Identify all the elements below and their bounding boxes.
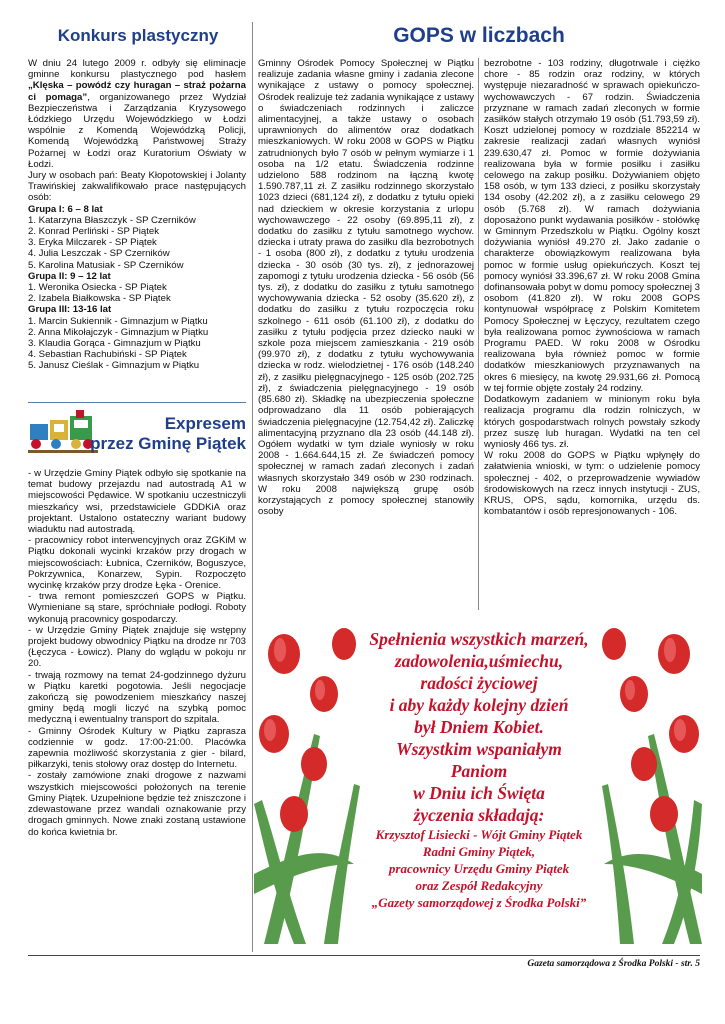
- column-divider-right: [478, 58, 479, 610]
- wish-line: Wszystkim wspaniałym: [396, 739, 562, 759]
- gops-column-right: [484, 58, 700, 517]
- section-divider: [28, 402, 246, 403]
- express-article: [28, 468, 246, 838]
- gops-body-middle: Gminny Ośrodek Pomocy Społecznej w Piątku realizuje zadania własne gminy i zadania zlecone wynikające z ustawy o pomocy społecznej. Ośrodek realizuje też zadania wynikające z ustawy o świadczeniach rodzinnych i zaliczce alimentacyjnej, a także ustawy o osobach uprawnionych do alimentów oraz dodatkach mieszkaniowych. W roku 2008 w GOPS w Piątku zatrudnionych było 7 osób w pełnym wymiarze i 1 osoba na 1/2 etatu. Świadczenia rodzinne udzielono 588 rodzinom na łączną kwotę 1.590.787,11 zł. Z zasiłku rodzinnego skorzystało 1023 dzieci (681,124 zł), z dodatku z tytułu opieki nad dzieckiem w okresie korzystania z urlopu wychowawczego - 22 osoby (69.895,11 zł), z dodatku do zasiłku z tytułu samotnego wychow. dziecka i utraty prawa do zasiłku dla bezrobotnych - 1 osoba (800 zł), z dodatku z tytułu urodzenia dziecka - 30 osób (30 tys. zł), z jednorazowej zapomogi z tytułu urodzenia dziecka - 56 osób (56 tys. zł), z dodatku do zasiłku z tytułu samotnego wychowywania dziecka - 52 osoby (35.620 zł), z dodatku do zasiłku z tytułu rozpoczęcia roku szkolnego - 611 osób (61.100 zł), z dodatku do zasiłku z tytułu podjęcia przez dziecko nauki w szkole poza miejscem zamieszkania - 219 osób (99.970 zł), z dodatku z tytułu wychowywania dziecka w rodz. wielodzietnej - 176 osób (148.240 zł), z zasiłku pielęgnacyjnego - 125 osób (202.725 zł), z świadczenia pielęgnacyjnego - 19 osób (85.680 zł). Składkę na ubezpieczenia społeczne odprowadzano dla 11 osób pobierających świadczenia pielęgnacyjne (12.754,42 zł). Zaliczkę alimentacyjną przyznano dla 23 osób (44.148 zł). Ogółem wydatki w tym dziale wyniosły w roku 2008 - 1.664.644,15 zł. Ze świadczeń pomocy społecznej w ramach zadań zleconych i zadań własnych skorzystało 349 osób w 230 rodzinach. W roku 2008 największą grupę osób korzystających z pomocy społecznej stanowiły osoby: [258, 58, 474, 518]
- group-label: Grupa I: 6 – 8 lat: [28, 203, 103, 215]
- wish-line: Paniom: [450, 761, 508, 781]
- wish-line: Spełnienia wszystkich marzeń,: [369, 629, 589, 649]
- wish-line: życzenia składają:: [413, 805, 545, 825]
- gops-body-right-3: W roku 2008 do GOPS w Piątku wpłynęły do załatwienia wnioski, w tym: o udzielenie pomocy społecznej - 402, o przeprowadzenie wywiadów środowiskowych na rzecz innych instytucji - ZUS, KRUS, OPS, sądu, komornika, urzędu ds. kombatantów i osób represjonowanych - 106.: [484, 450, 700, 518]
- winner-entry: 2. Konrad Perliński - SP Piątek: [28, 226, 160, 238]
- konkurs-groups: [28, 204, 246, 372]
- konkurs-title: Konkurs plastyczny: [57, 26, 219, 45]
- womens-day-wishes: [254, 614, 702, 944]
- express-title: [62, 414, 246, 454]
- winner-entry: 2. Anna Mikołajczyk - Gimnazjum w Piątku: [28, 326, 209, 338]
- express-title-line1: Expresem: [164, 414, 246, 433]
- konkurs-slogan: „Klęska – powódź czy huragan – straż pożarna ci pomaga”: [28, 80, 246, 103]
- konkurs-intro: [28, 58, 246, 170]
- express-title-line2: przez Gminę Piątek: [90, 434, 246, 453]
- gops-title: GOPS w liczbach: [393, 24, 565, 47]
- express-item: - pracownicy robot interwencyjnych oraz ZGKiM w Piątku dokonali wycinki krzaków przy drogach w miejscowościach: Łubnica, Czerników, Boguszyce, Pokrzywnica, Konarzew, Sypin. Rozpoczęto wycinkę krzaków przy drodze Łęka - Orenice.: [28, 535, 246, 592]
- konkurs-intro-part1: W dniu 24 lutego 2009 r. odbyły się eliminacje gminne konkursu plastycznego pod hasłem: [28, 58, 246, 81]
- winner-entry: 1. Marcin Sukiennik - Gimnazjum w Piątku: [28, 315, 208, 327]
- express-item: - zostały zamówione znaki drogowe z nazwami wszystkich miejscowości położonych na terenie Gminy Piątek. Uzupełnione będzie też zniszczone i zdewastowane przez wandali oznakowanie przy drogach gminnych. Nowe znaki zostaną ustawione do końca kwietnia br.: [28, 770, 246, 838]
- signature-line: Krzysztof Lisiecki - Wójt Gminy Piątek: [375, 827, 583, 842]
- winner-entry: 4. Sebastian Rachubiński - SP Piątek: [28, 349, 187, 361]
- express-item: - Gminny Ośrodek Kultury w Piątku zaprasza codziennie w godz. 17:00-21:00. Placówka zapewnia możliwość skorzystania z gier - bilard, piłkarzyki, tenis stołowy oraz dostęp do Internetu.: [28, 725, 246, 771]
- gops-column-middle: [258, 58, 474, 517]
- winner-entry: 3. Klaudia Gorąca - Gimnazjum w Piątku: [28, 338, 201, 350]
- express-item: - trwają rozmowy na temat 24-godzinnego dyżuru w Piątku karetki pogotowia. Jeśli negocjacje zakończą się powodzeniem mieszkańcy naszej gminy będą mogli liczyć na szybką pomoc medyczną i ewentualny transport do szpitala.: [28, 669, 246, 726]
- signature-line: Radni Gminy Piątek,: [422, 844, 536, 859]
- group-label: Grupa III: 13-16 lat: [28, 304, 112, 316]
- gops-body-right-2: Dodatkowym zadaniem w minionym roku była realizacja programu dla rodzin rolniczych, w których gospodarstwach rolnych powstały szkody przez suszę lub huragan. Wydatki na ten cel wyniosły 466 tys. zł.: [484, 394, 700, 450]
- gops-body-right-1: bezrobotne - 103 rodziny, długotrwale i ciężko chore - 85 rodzin oraz rodziny, w których występuje niezaradność w sprawach opiekuńczo-wychowawczych - 67 rodzin. Świadczenia przyznane w ramach zadań zleconych w formie zasiłków stałych otrzymało 19 osób (51.793,59 zł). Koszt udzielonej pomocy w rozdziale 852214 w zakresie realizacji zadań własnych wyniósł 239.630,47 zł. Pomoc w formie dożywiania realizowana była w formie posiłku i zasiłku celowego na zakup posiłku. Dożywianiem objęto 158 osób, w tym 133 dzieci, z posiłku skorzystały 134 osoby (42.202 zł), a z zasiłku celowego 29 osób (5.768 zł). W ramach dożywiania doposażono punkt wydawania posiłków - stołówkę w Gminnym Przedszkolu w Piątku. Ogólny koszt dożywiania wyniósł 49.270 zł. Jako zadanie o charakterze obowiązkowym realizowana była pomoc w formie usług opiekuńczych. Koszt tej pomocy wyniósł 33.396,67 zł. W roku 2008 Gmina dofinansowała pobyt w domu pomocy społecznej 3 osobom (41.820 zł). W roku 2008 GOPS kontynuował współpracę z Polskim Komitetem Pomocy Społecznej w Łęczycy, rezultatem czego była realizowana pomoc żywnościowa w ramach Programu PAED. W roku 2008 w Ośrodku realizowana była również pomoc w formie dodatków mieszkaniowych przyznawanych na okres 6 miesięcy, na kwotę 29.931,66 zł. Pomocą w tej formie objęte zostały 24 rodziny.: [484, 58, 700, 394]
- konkurs-jury: Jury w osobach pań: Beaty Kłopotowskiej i Jolanty Trawińskiej zakwalifikowało prace następujących osób:: [28, 170, 246, 204]
- wishes-text: [354, 628, 604, 911]
- group-label: Grupa II: 9 – 12 lat: [28, 270, 111, 282]
- winner-entry: 5. Janusz Cieślak - Gimnazjum w Piątku: [28, 360, 200, 372]
- express-item: - w Urzędzie Gminy Piątek odbyło się spotkanie na temat budowy przejazdu nad autostradą A1 w miejscowości Pędawice. W spotkaniu uczestniczyli mieszkańcy wsi, przedstawiciele GDDKiA oraz projektant. Ustalono ostateczny wariant budowy wiaduktu nad autostradą.: [28, 468, 246, 536]
- footer-divider: [28, 955, 700, 956]
- signature-line: „Gazety samorządowej z Środka Polski”: [371, 895, 587, 910]
- wish-line: radości życiowej: [420, 673, 538, 693]
- winner-entry: 1. Katarzyna Błaszczyk - SP Czerników: [28, 214, 196, 226]
- signature-line: pracownicy Urzędu Gminy Piątek: [388, 861, 570, 876]
- winner-entry: 5. Karolina Matusiak - SP Czerników: [28, 259, 184, 271]
- column-divider-left: [252, 22, 253, 952]
- express-item: - w Urzędzie Gminy Piątek znajduje się wstępny projekt budowy obwodnicy Piątku na drodze nr 703 (Łęczyca - Łowicz). Plany do wglądu w pokoju nr 20.: [28, 624, 246, 670]
- konkurs-article: [28, 58, 246, 372]
- wish-line: i aby każdy kolejny dzień: [389, 695, 569, 715]
- winner-entry: 4. Julia Leszczak - SP Czerników: [28, 248, 170, 260]
- winner-entry: 2. Izabela Białkowska - SP Piątek: [28, 293, 171, 305]
- express-item: - trwa remont pomieszczeń GOPS w Piątku. Wymieniane są stare, spróchniałe podłogi. Roboty wykonują pracownicy gospodarczy.: [28, 591, 246, 625]
- wish-line: zadowolenia,uśmiechu,: [394, 651, 564, 671]
- konkurs-intro-part2: , organizowanego przez Wydział Bezpieczeństwa i Zarządzania Kryzysowego Łódzkiego Urzędu Wojewódzkiego w Łodzi wspólnie z Komendą Wojewódzką Policji, Komendą Wojewódzką Państwowej Straży Pożarnej w Łodzi oraz Kuratorium Oświaty w Łodzi.: [28, 91, 247, 170]
- wish-line: był Dniem Kobiet.: [414, 717, 544, 737]
- winner-entry: 1. Weronika Osiecka - SP Piątek: [28, 282, 167, 294]
- wish-line: w Dniu ich Święta: [413, 783, 545, 803]
- signature-line: oraz Zespół Redakcyjny: [415, 878, 543, 893]
- winner-entry: 3. Eryka Milczarek - SP Piątek: [28, 237, 157, 249]
- page-footer: Gazeta samorządowa z Środka Polski - str. 5: [527, 959, 700, 969]
